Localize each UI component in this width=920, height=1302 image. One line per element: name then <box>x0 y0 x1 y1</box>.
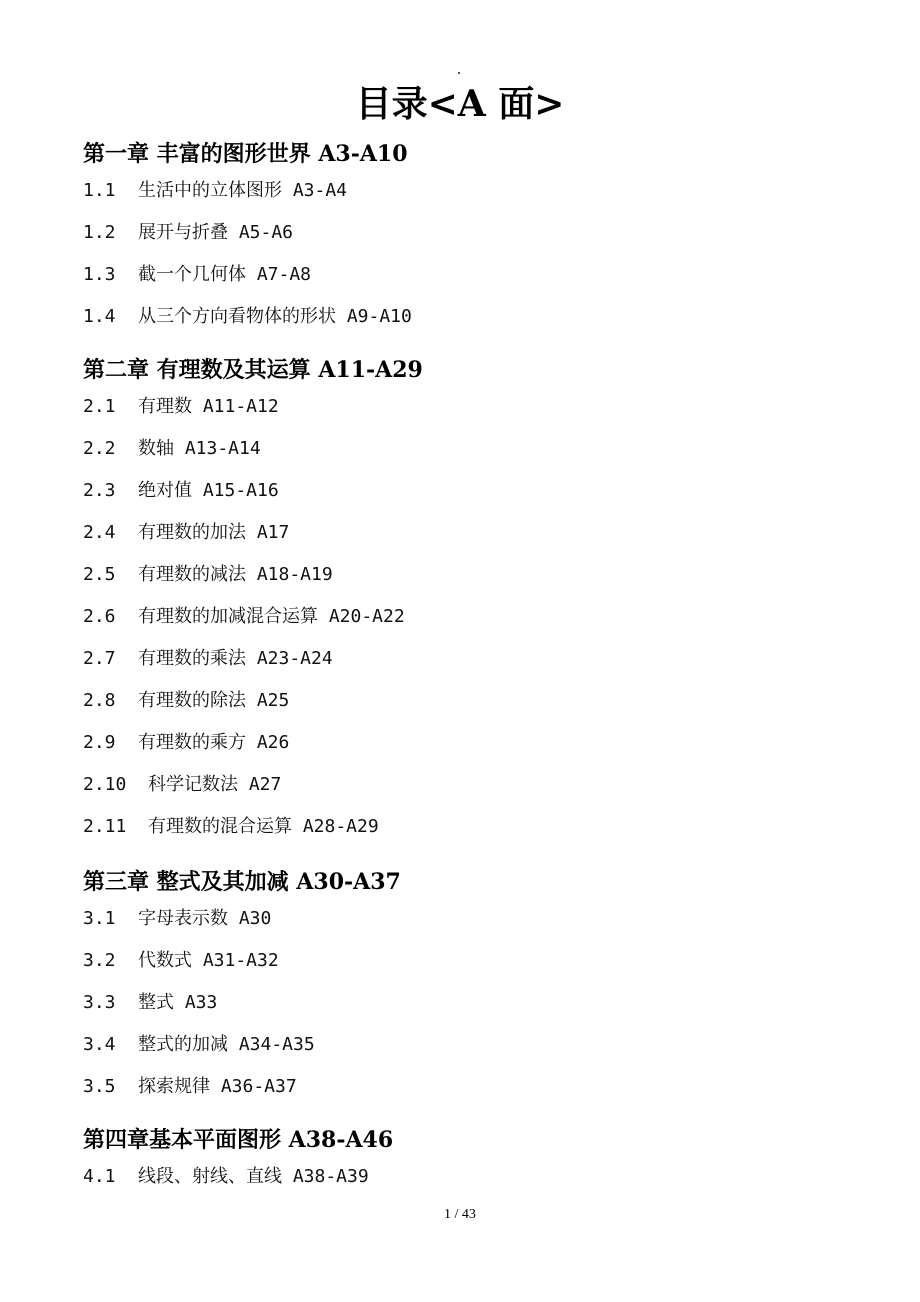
section-number: 1.4 <box>83 306 116 327</box>
section-number: 2.4 <box>83 522 116 543</box>
section-number: 2.6 <box>83 606 116 627</box>
toc-entry[interactable] <box>83 814 379 840</box>
section-number: 2.1 <box>83 396 116 417</box>
toc-entry[interactable] <box>83 304 412 330</box>
toc-entry[interactable] <box>83 1164 369 1190</box>
section-title: 有理数的乘方 A26 <box>138 732 290 753</box>
section-title: 有理数的乘法 A23-A24 <box>138 648 333 669</box>
chapter-heading: 第一章 丰富的图形世界 A3-A10 <box>83 141 408 167</box>
section-number: 1.1 <box>83 180 116 201</box>
section-number: 3.2 <box>83 950 116 971</box>
section-number: 2.11 <box>83 816 127 837</box>
toc-entry[interactable] <box>83 262 311 288</box>
toc-entry[interactable] <box>83 436 261 462</box>
page-title: 目录<A 面> <box>355 83 565 125</box>
toc-entry[interactable] <box>83 772 281 798</box>
section-number: 3.4 <box>83 1034 116 1055</box>
section-number: 2.5 <box>83 564 116 585</box>
section-number: 4.1 <box>83 1166 116 1187</box>
section-title: 科学记数法 A27 <box>148 774 282 795</box>
toc-entry[interactable] <box>83 990 217 1016</box>
toc-entry[interactable] <box>83 906 271 932</box>
section-title: 有理数 A11-A12 <box>138 396 279 417</box>
section-title: 从三个方向看物体的形状 A9-A10 <box>138 306 412 327</box>
toc-entry[interactable] <box>83 394 279 420</box>
section-title: 线段、射线、直线 A38-A39 <box>138 1166 369 1187</box>
toc-entry[interactable] <box>83 1074 297 1100</box>
section-number: 2.10 <box>83 774 127 795</box>
section-number: 2.9 <box>83 732 116 753</box>
section-title: 绝对值 A15-A16 <box>138 480 279 501</box>
header-dot <box>458 72 460 74</box>
toc-entry[interactable] <box>83 562 333 588</box>
section-number: 3.3 <box>83 992 116 1013</box>
section-title: 整式 A33 <box>138 992 218 1013</box>
section-number: 2.3 <box>83 480 116 501</box>
toc-entry[interactable] <box>83 730 289 756</box>
section-number: 1.3 <box>83 264 116 285</box>
section-title: 有理数的加减混合运算 A20-A22 <box>138 606 405 627</box>
section-number: 1.2 <box>83 222 116 243</box>
section-title: 有理数的减法 A18-A19 <box>138 564 333 585</box>
section-number: 3.1 <box>83 908 116 929</box>
section-number: 2.8 <box>83 690 116 711</box>
section-title: 展开与折叠 A5-A6 <box>138 222 294 243</box>
section-number: 3.5 <box>83 1076 116 1097</box>
toc-entry[interactable] <box>83 178 347 204</box>
section-title: 有理数的混合运算 A28-A29 <box>148 816 379 837</box>
section-title: 数轴 A13-A14 <box>138 438 261 459</box>
toc-entry[interactable] <box>83 688 289 714</box>
toc-entry[interactable] <box>83 646 333 672</box>
section-title: 截一个几何体 A7-A8 <box>138 264 312 285</box>
toc-entry[interactable] <box>83 220 293 246</box>
toc-entry[interactable] <box>83 520 289 546</box>
toc-entry[interactable] <box>83 478 279 504</box>
section-title: 代数式 A31-A32 <box>138 950 279 971</box>
section-number: 2.7 <box>83 648 116 669</box>
chapter-heading: 第四章基本平面图形 A38-A46 <box>83 1127 394 1153</box>
section-number: 2.2 <box>83 438 116 459</box>
toc-entry[interactable] <box>83 1032 315 1058</box>
toc-entry[interactable] <box>83 604 405 630</box>
page-number: 1 / 43 <box>444 1207 476 1222</box>
section-title: 探索规律 A36-A37 <box>138 1076 297 1097</box>
section-title: 生活中的立体图形 A3-A4 <box>138 180 348 201</box>
chapter-heading: 第三章 整式及其加减 A30-A37 <box>83 869 401 895</box>
section-title: 有理数的除法 A25 <box>138 690 290 711</box>
chapter-heading: 第二章 有理数及其运算 A11-A29 <box>83 357 423 383</box>
section-title: 整式的加减 A34-A35 <box>138 1034 315 1055</box>
section-title: 字母表示数 A30 <box>138 908 272 929</box>
toc-entry[interactable] <box>83 948 279 974</box>
section-title: 有理数的加法 A17 <box>138 522 290 543</box>
